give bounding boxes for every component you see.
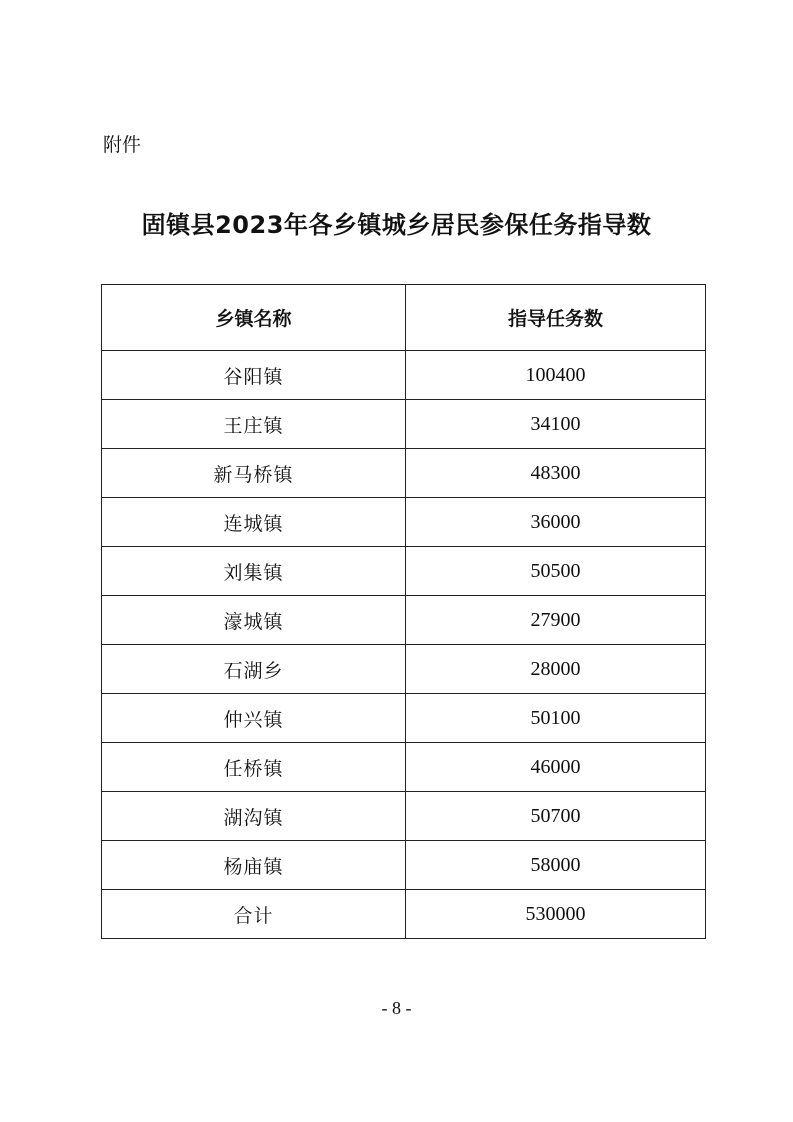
town-name-cell: 王庄镇 bbox=[102, 400, 406, 449]
town-name-cell: 连城镇 bbox=[102, 498, 406, 547]
table-row bbox=[102, 694, 706, 743]
table-header-row bbox=[102, 285, 706, 351]
task-count-cell: 50500 bbox=[406, 547, 706, 596]
header-town-name: 乡镇名称 bbox=[102, 285, 406, 351]
town-name-cell: 濠城镇 bbox=[102, 596, 406, 645]
task-count-cell: 50100 bbox=[406, 694, 706, 743]
total-label-cell: 合计 bbox=[102, 890, 406, 939]
task-count-cell: 34100 bbox=[406, 400, 706, 449]
task-count-cell: 28000 bbox=[406, 645, 706, 694]
town-name-cell: 杨庙镇 bbox=[102, 841, 406, 890]
attachment-label: 附件 bbox=[103, 134, 142, 156]
document-title: 固镇县2023年各乡镇城乡居民参保任务指导数 bbox=[141, 211, 652, 239]
town-name-cell: 仲兴镇 bbox=[102, 694, 406, 743]
table-row bbox=[102, 498, 706, 547]
task-count-cell: 48300 bbox=[406, 449, 706, 498]
table-row bbox=[102, 596, 706, 645]
town-name-cell: 新马桥镇 bbox=[102, 449, 406, 498]
task-table bbox=[101, 284, 706, 939]
task-count-cell: 46000 bbox=[406, 743, 706, 792]
task-count-cell: 50700 bbox=[406, 792, 706, 841]
table-row bbox=[102, 449, 706, 498]
table-row bbox=[102, 841, 706, 890]
town-name-cell: 湖沟镇 bbox=[102, 792, 406, 841]
town-name-cell: 谷阳镇 bbox=[102, 351, 406, 400]
table-total-row bbox=[102, 890, 706, 939]
table-row bbox=[102, 351, 706, 400]
task-count-cell: 58000 bbox=[406, 841, 706, 890]
table-row bbox=[102, 743, 706, 792]
page-number: - 8 - bbox=[381, 998, 412, 1018]
task-count-cell: 100400 bbox=[406, 351, 706, 400]
town-name-cell: 刘集镇 bbox=[102, 547, 406, 596]
task-count-cell: 27900 bbox=[406, 596, 706, 645]
table-row bbox=[102, 792, 706, 841]
table-row bbox=[102, 645, 706, 694]
town-name-cell: 石湖乡 bbox=[102, 645, 406, 694]
header-task-count: 指导任务数 bbox=[406, 285, 706, 351]
table-row bbox=[102, 547, 706, 596]
task-count-cell: 36000 bbox=[406, 498, 706, 547]
table-row bbox=[102, 400, 706, 449]
town-name-cell: 任桥镇 bbox=[102, 743, 406, 792]
total-count-cell: 530000 bbox=[406, 890, 706, 939]
